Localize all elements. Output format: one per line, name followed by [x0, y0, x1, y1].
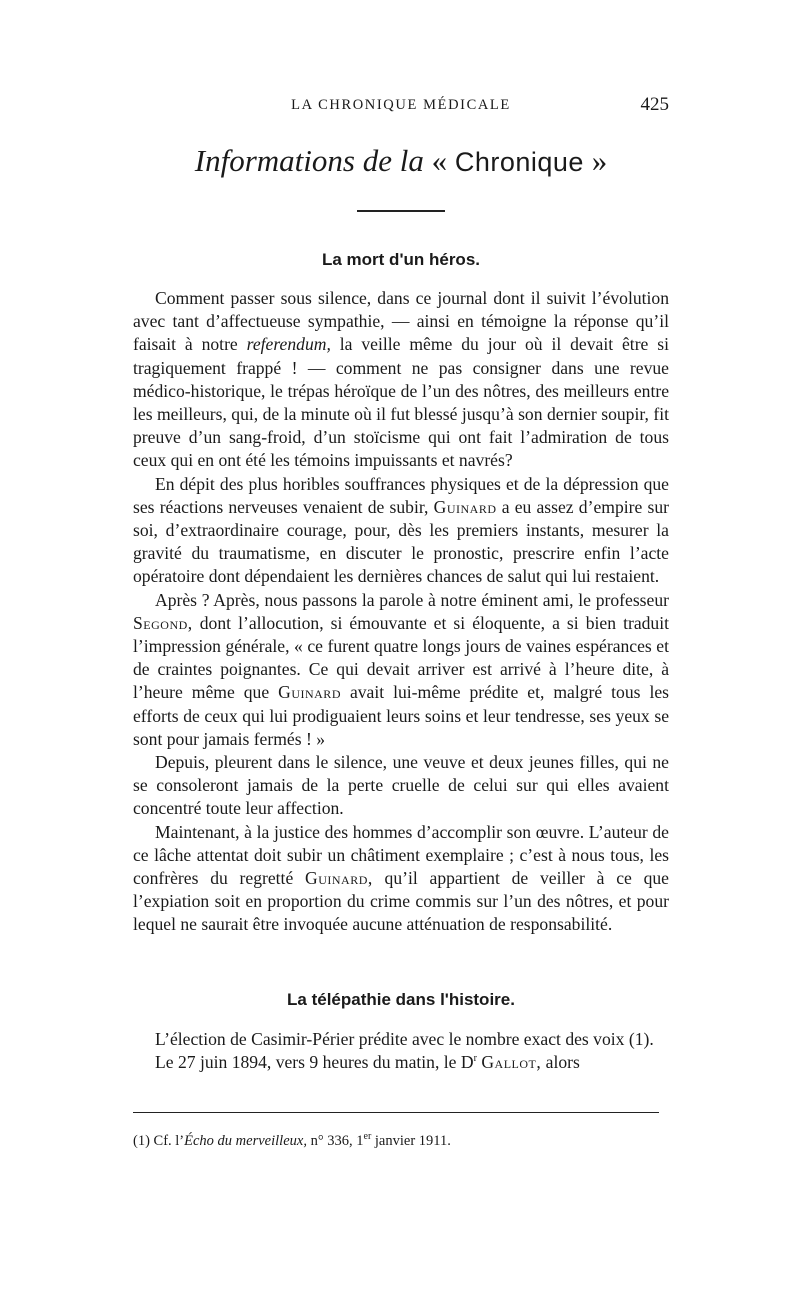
- footnote-marker: (1) Cf. l’: [133, 1133, 185, 1149]
- person-name: Guinard,: [305, 868, 373, 889]
- running-title: LA CHRONIQUE MÉDICALE: [291, 97, 511, 113]
- section-heading-telepathie: La télépathie dans l'histoire.: [287, 990, 515, 1009]
- section2-body: [133, 1028, 669, 1074]
- paragraph: Depuis, pleurent dans le silence, une veuve et deux jeunes filles, qui ne se consoleront jamais de la perte cruelle de celui sur qui elles avaient concentré toute leur affection.: [133, 752, 669, 819]
- footnote: [133, 1132, 669, 1150]
- main-title-close-quote: »: [591, 143, 608, 178]
- footnote-rule: [133, 1112, 659, 1113]
- paragraph-text: Comment passer sous silence, dans ce journal dont il suivit l’évolution avec tant d’affectueuse sympathie, — ainsi en témoigne la réponse qu’il faisait à notre: [133, 288, 669, 355]
- title-rule: [357, 210, 445, 212]
- main-title: [133, 143, 669, 179]
- person-name: Guinard: [278, 682, 341, 703]
- paragraph-text: a eu assez d’empire sur soi, d’extraordinaire courage, pour, dès les premiers instants, mesurer la gravité du traumatisme, en discuter le pronostic, prescrire enfin l’acte opératoire dont dépendaient les dernières chances de salut qui lui restaient.: [133, 496, 670, 587]
- section1-body: [133, 287, 669, 937]
- superscript: er: [363, 1131, 372, 1143]
- paragraph: [133, 473, 669, 589]
- main-title-name: Chronique: [454, 147, 584, 177]
- section-heading-mort-heros: La mort d'un héros.: [322, 250, 480, 269]
- paragraph-text: la veille même du jour où il devait être si tragiquement frappé ! — comment ne pas consigner dans une revue médico-historique, le trépas héroïque de l’un des nôtres, des meilleurs entre les meilleurs, qui, de la minute où il fut blessé jusqu’à son dernier soupir, fit preuve d’un sang-froid, d’un stoïcisme qui ont fait l’admiration de tous ceux qui en ont été les témoins impuissants et navrés?: [133, 334, 669, 471]
- footnote-text: n° 336, 1: [310, 1133, 364, 1149]
- paragraph: [133, 821, 669, 937]
- person-name: Guinard: [433, 496, 497, 517]
- person-name: Gallot,: [481, 1052, 542, 1073]
- paragraph-text: Le 27 juin 1894, vers 9 heures du matin, le D: [155, 1052, 474, 1073]
- paragraph-text: En dépit des plus horibles souffrances physiques et de la dépression que ses réactions nerveuses venaient de subir,: [133, 473, 669, 517]
- paragraph: [133, 589, 669, 751]
- page-number: 425: [640, 94, 669, 115]
- paragraph: [133, 287, 669, 473]
- footnote-text: janvier 1911.: [374, 1133, 451, 1149]
- main-title-open-quote: «: [431, 143, 448, 178]
- running-head: [133, 94, 669, 118]
- paragraph-text: alors: [545, 1052, 580, 1073]
- paragraph-text: dont l’allocution, si émouvante et si éloquente, a si bien traduit l’impression générale, « ce furent quatre longs jours de vaines espérances et de craintes poignantes. Ce qui devait arriver est arrivé à l’heure dite, à l’heure même que: [133, 612, 669, 703]
- footnote-source: Écho du merveilleux,: [184, 1133, 307, 1149]
- paragraph: [133, 1051, 669, 1074]
- main-title-italic: Informations de la: [194, 143, 424, 178]
- paragraph-text: Après ? Après, nous passons la parole à notre éminent ami, le professeur: [155, 589, 669, 610]
- paragraph-text: Maintenant, à la justice des hommes d’accomplir son œuvre. L’auteur de ce lâche attentat doit subir un châtiment exemplaire ; c’est à nous tous, les confrères du regretté: [133, 821, 669, 889]
- superscript: r: [473, 1053, 477, 1065]
- paragraph: L’élection de Casimir-Périer prédite avec le nombre exact des voix (1).: [155, 1029, 654, 1049]
- italic-term: referendum,: [246, 334, 331, 355]
- person-name: Segond,: [133, 612, 193, 633]
- paragraph-text: avait lui-même prédite et, malgré tous les efforts de ceux qui lui prodiguaient leurs soins et leur tendresse, ses yeux se sont pour jamais fermés ! »: [133, 682, 669, 749]
- paragraph-text: qu’il appartient de veiller à ce que l’expiation soit en proportion du crime commis sur l’un des nôtres, et pour lequel ne saurait être invoquée aucune atténuation de responsabilité.: [133, 868, 669, 935]
